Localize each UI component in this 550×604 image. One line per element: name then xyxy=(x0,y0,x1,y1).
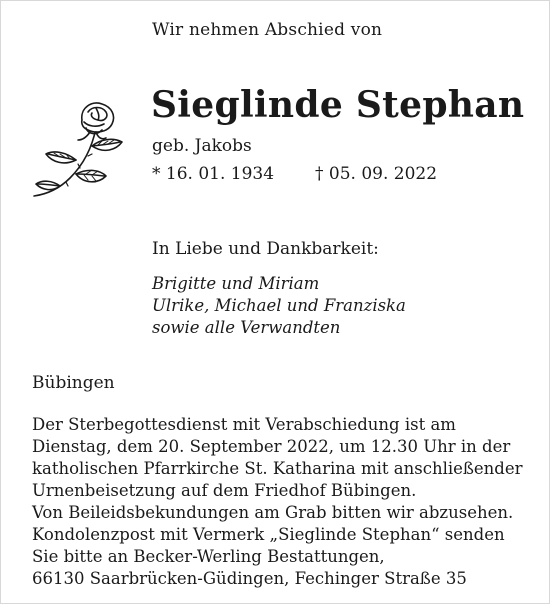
rose-icon xyxy=(26,98,136,208)
notice-line: Sie bitte an Becker-Werling Bestattungen, xyxy=(32,547,385,566)
notice-line: Von Beileidsbekundungen am Grab bitten wir abzusehen. xyxy=(32,503,514,522)
place-name: Bübingen xyxy=(32,373,115,393)
maiden-name: geb. Jakobs xyxy=(152,136,252,156)
birth-date: * 16. 01. 1934 xyxy=(152,164,275,184)
intro-text: Wir nehmen Abschied von xyxy=(152,20,383,40)
mourner-line: sowie alle Verwandten xyxy=(152,318,341,337)
notice-text xyxy=(32,414,532,590)
notice-line: katholischen Pfarrkirche St. Katharina mit anschließender xyxy=(32,459,523,478)
notice-line: Der Sterbegottesdienst mit Verabschiedung ist am xyxy=(32,415,456,434)
mourner-line: Ulrike, Michael und Franziska xyxy=(152,296,406,315)
notice-line: Urnenbeisetzung auf dem Friedhof Bübingen. xyxy=(32,481,417,500)
notice-line: Dienstag, dem 20. September 2022, um 12.30 Uhr in der xyxy=(32,437,511,456)
mourner-line: Brigitte und Miriam xyxy=(152,274,320,293)
deceased-name: Sieglinde Stephan xyxy=(151,84,525,126)
notice-line: 66130 Saarbrücken-Güdingen, Fechinger Straße 35 xyxy=(32,569,467,588)
dedication-text: In Liebe und Dankbarkeit: xyxy=(152,239,379,259)
mourners-list xyxy=(152,273,406,339)
death-date: † 05. 09. 2022 xyxy=(315,164,438,184)
notice-line: Kondolenzpost mit Vermerk „Sieglinde Stephan“ senden xyxy=(32,525,505,544)
